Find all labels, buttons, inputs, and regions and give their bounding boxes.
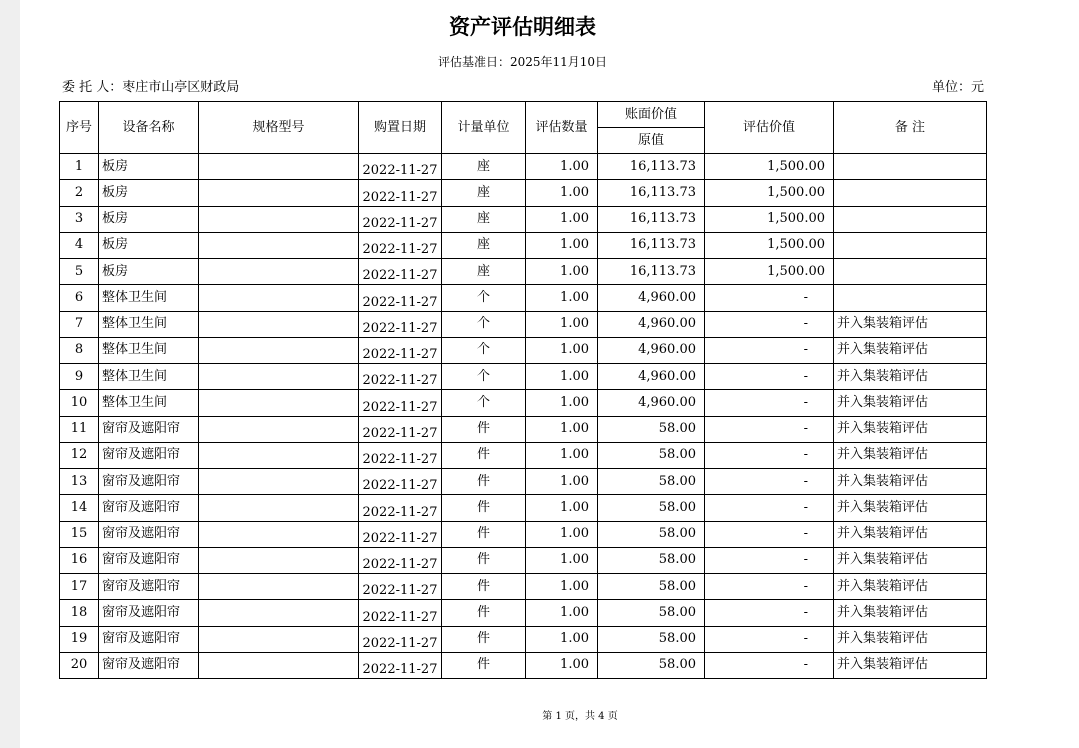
cell-appraised-value: - [705, 442, 834, 468]
cell-seq: 6 [60, 285, 99, 311]
table-row [60, 259, 987, 285]
cell-unit: 件 [442, 416, 526, 442]
cell-appraised-value: - [705, 285, 834, 311]
cell-spec [199, 232, 359, 258]
cell-seq: 20 [60, 652, 99, 678]
cell-purchase-date: 2022-11-27 [359, 285, 442, 311]
cell-original-value: 58.00 [598, 521, 705, 547]
cell-original-value: 58.00 [598, 442, 705, 468]
cell-remark: 并入集装箱评估 [834, 521, 987, 547]
table-row [60, 232, 987, 258]
cell-purchase-date: 2022-11-27 [359, 364, 442, 390]
cell-seq: 1 [60, 154, 99, 180]
cell-spec [199, 180, 359, 206]
cell-unit: 件 [442, 495, 526, 521]
cell-seq: 18 [60, 600, 99, 626]
cell-unit: 座 [442, 180, 526, 206]
cell-spec [199, 416, 359, 442]
cell-seq: 5 [60, 259, 99, 285]
cell-unit: 件 [442, 521, 526, 547]
cell-original-value: 16,113.73 [598, 232, 705, 258]
cell-remark [834, 232, 987, 258]
cell-quantity: 1.00 [526, 442, 598, 468]
cell-appraised-value: - [705, 416, 834, 442]
table-row [60, 600, 987, 626]
cell-unit: 个 [442, 364, 526, 390]
cell-spec [199, 442, 359, 468]
header-row-top [60, 102, 987, 128]
table-row [60, 521, 987, 547]
table-row [60, 390, 987, 416]
client-line [62, 80, 239, 96]
cell-equipment-name: 窗帘及遮阳帘 [99, 547, 199, 573]
cell-remark: 并入集装箱评估 [834, 600, 987, 626]
cell-remark: 并入集装箱评估 [834, 626, 987, 652]
table-row [60, 547, 987, 573]
cell-spec [199, 337, 359, 363]
cell-spec [199, 285, 359, 311]
header-purchase-date: 购置日期 [359, 102, 442, 154]
cell-equipment-name: 窗帘及遮阳帘 [99, 626, 199, 652]
cell-remark: 并入集装箱评估 [834, 416, 987, 442]
cell-purchase-date: 2022-11-27 [359, 180, 442, 206]
cell-remark: 并入集装箱评估 [834, 495, 987, 521]
cell-remark: 并入集装箱评估 [834, 311, 987, 337]
cell-appraised-value: 1,500.00 [705, 180, 834, 206]
cell-quantity: 1.00 [526, 285, 598, 311]
cell-purchase-date: 2022-11-27 [359, 416, 442, 442]
cell-original-value: 4,960.00 [598, 337, 705, 363]
table-row [60, 442, 987, 468]
cell-spec [199, 521, 359, 547]
table-row [60, 652, 987, 678]
cell-spec [199, 652, 359, 678]
cell-original-value: 58.00 [598, 574, 705, 600]
cell-unit: 座 [442, 259, 526, 285]
table-row [60, 416, 987, 442]
table-header [60, 102, 987, 154]
header-equipment-name: 设备名称 [99, 102, 199, 154]
cell-seq: 4 [60, 232, 99, 258]
cell-purchase-date: 2022-11-27 [359, 259, 442, 285]
cell-spec [199, 547, 359, 573]
cell-seq: 9 [60, 364, 99, 390]
cell-seq: 14 [60, 495, 99, 521]
header-book-value: 账面价值 [598, 102, 705, 128]
cell-unit: 件 [442, 600, 526, 626]
unit-value: 元 [970, 80, 984, 95]
cell-equipment-name: 板房 [99, 180, 199, 206]
header-appraised-value: 评估价值 [705, 102, 834, 154]
cell-remark: 并入集装箱评估 [834, 364, 987, 390]
cell-spec [199, 311, 359, 337]
cell-quantity: 1.00 [526, 574, 598, 600]
cell-spec [199, 364, 359, 390]
cell-appraised-value: - [705, 574, 834, 600]
cell-quantity: 1.00 [526, 600, 598, 626]
header-quantity: 评估数量 [526, 102, 598, 154]
cell-unit: 件 [442, 652, 526, 678]
cell-unit: 个 [442, 285, 526, 311]
cell-unit: 件 [442, 469, 526, 495]
table-row [60, 495, 987, 521]
cell-equipment-name: 窗帘及遮阳帘 [99, 574, 199, 600]
cell-spec [199, 154, 359, 180]
cell-purchase-date: 2022-11-27 [359, 442, 442, 468]
table-row [60, 364, 987, 390]
cell-equipment-name: 板房 [99, 232, 199, 258]
cell-original-value: 16,113.73 [598, 206, 705, 232]
cell-unit: 个 [442, 390, 526, 416]
header-original-value: 原值 [598, 128, 705, 154]
table-row [60, 469, 987, 495]
cell-remark [834, 154, 987, 180]
viewer-margin [0, 0, 20, 748]
cell-spec [199, 206, 359, 232]
cell-appraised-value: - [705, 626, 834, 652]
cell-spec [199, 469, 359, 495]
asset-detail-table [59, 101, 987, 679]
cell-quantity: 1.00 [526, 259, 598, 285]
cell-appraised-value: - [705, 311, 834, 337]
cell-purchase-date: 2022-11-27 [359, 469, 442, 495]
header-seq: 序号 [60, 102, 99, 154]
cell-quantity: 1.00 [526, 180, 598, 206]
cell-purchase-date: 2022-11-27 [359, 232, 442, 258]
table-row [60, 206, 987, 232]
cell-original-value: 58.00 [598, 495, 705, 521]
table-row [60, 154, 987, 180]
cell-unit: 座 [442, 154, 526, 180]
cell-original-value: 16,113.73 [598, 259, 705, 285]
cell-remark: 并入集装箱评估 [834, 469, 987, 495]
cell-quantity: 1.00 [526, 521, 598, 547]
cell-purchase-date: 2022-11-27 [359, 626, 442, 652]
table-row [60, 180, 987, 206]
cell-seq: 8 [60, 337, 99, 363]
client-label: 委 托 人： [62, 80, 123, 95]
cell-original-value: 58.00 [598, 469, 705, 495]
table-row [60, 337, 987, 363]
table-row [60, 285, 987, 311]
cell-remark [834, 259, 987, 285]
cell-original-value: 58.00 [598, 626, 705, 652]
cell-equipment-name: 窗帘及遮阳帘 [99, 442, 199, 468]
cell-seq: 17 [60, 574, 99, 600]
cell-spec [199, 390, 359, 416]
cell-equipment-name: 整体卫生间 [99, 364, 199, 390]
cell-remark: 并入集装箱评估 [834, 337, 987, 363]
cell-remark: 并入集装箱评估 [834, 574, 987, 600]
client-value: 枣庄市山亭区财政局 [122, 80, 240, 95]
cell-original-value: 4,960.00 [598, 311, 705, 337]
cell-seq: 7 [60, 311, 99, 337]
cell-equipment-name: 窗帘及遮阳帘 [99, 469, 199, 495]
cell-unit: 件 [442, 547, 526, 573]
cell-seq: 13 [60, 469, 99, 495]
cell-original-value: 16,113.73 [598, 154, 705, 180]
cell-unit: 件 [442, 442, 526, 468]
cell-quantity: 1.00 [526, 311, 598, 337]
cell-appraised-value: - [705, 547, 834, 573]
cell-equipment-name: 窗帘及遮阳帘 [99, 600, 199, 626]
cell-unit: 件 [442, 574, 526, 600]
cell-purchase-date: 2022-11-27 [359, 521, 442, 547]
unit-line [932, 80, 984, 96]
unit-label: 单位： [931, 80, 971, 95]
base-date-value: 2025年11月10日 [509, 55, 608, 69]
cell-original-value: 58.00 [598, 416, 705, 442]
cell-remark [834, 180, 987, 206]
cell-spec [199, 600, 359, 626]
cell-remark [834, 206, 987, 232]
cell-quantity: 1.00 [526, 626, 598, 652]
cell-purchase-date: 2022-11-27 [359, 337, 442, 363]
cell-purchase-date: 2022-11-27 [359, 600, 442, 626]
cell-spec [199, 259, 359, 285]
cell-equipment-name: 板房 [99, 206, 199, 232]
cell-seq: 11 [60, 416, 99, 442]
table-row [60, 574, 987, 600]
cell-remark: 并入集装箱评估 [834, 442, 987, 468]
cell-purchase-date: 2022-11-27 [359, 154, 442, 180]
base-date-line [59, 54, 986, 70]
cell-unit: 座 [442, 232, 526, 258]
cell-appraised-value: - [705, 364, 834, 390]
cell-quantity: 1.00 [526, 337, 598, 363]
cell-equipment-name: 整体卫生间 [99, 390, 199, 416]
table-row [60, 626, 987, 652]
cell-equipment-name: 窗帘及遮阳帘 [99, 652, 199, 678]
cell-equipment-name: 窗帘及遮阳帘 [99, 495, 199, 521]
cell-quantity: 1.00 [526, 206, 598, 232]
cell-seq: 19 [60, 626, 99, 652]
cell-seq: 10 [60, 390, 99, 416]
cell-equipment-name: 整体卫生间 [99, 285, 199, 311]
document-title: 资产评估明细表 [449, 14, 596, 39]
cell-unit: 件 [442, 626, 526, 652]
cell-appraised-value: - [705, 337, 834, 363]
cell-remark: 并入集装箱评估 [834, 547, 987, 573]
cell-seq: 16 [60, 547, 99, 573]
cell-original-value: 4,960.00 [598, 364, 705, 390]
cell-appraised-value: 1,500.00 [705, 206, 834, 232]
cell-quantity: 1.00 [526, 547, 598, 573]
cell-purchase-date: 2022-11-27 [359, 652, 442, 678]
cell-remark: 并入集装箱评估 [834, 390, 987, 416]
cell-remark: 并入集装箱评估 [834, 652, 987, 678]
cell-quantity: 1.00 [526, 154, 598, 180]
cell-spec [199, 495, 359, 521]
cell-equipment-name: 板房 [99, 154, 199, 180]
cell-quantity: 1.00 [526, 232, 598, 258]
cell-unit: 个 [442, 311, 526, 337]
cell-original-value: 16,113.73 [598, 180, 705, 206]
table-body [60, 154, 987, 679]
cell-original-value: 58.00 [598, 600, 705, 626]
cell-appraised-value: - [705, 600, 834, 626]
cell-original-value: 58.00 [598, 547, 705, 573]
cell-equipment-name: 窗帘及遮阳帘 [99, 416, 199, 442]
table-row [60, 311, 987, 337]
cell-original-value: 4,960.00 [598, 285, 705, 311]
cell-quantity: 1.00 [526, 469, 598, 495]
cell-equipment-name: 窗帘及遮阳帘 [99, 521, 199, 547]
header-remark: 备 注 [834, 102, 987, 154]
cell-appraised-value: - [705, 521, 834, 547]
cell-spec [199, 626, 359, 652]
cell-seq: 2 [60, 180, 99, 206]
cell-quantity: 1.00 [526, 364, 598, 390]
cell-purchase-date: 2022-11-27 [359, 206, 442, 232]
cell-quantity: 1.00 [526, 652, 598, 678]
cell-appraised-value: - [705, 469, 834, 495]
cell-seq: 12 [60, 442, 99, 468]
cell-quantity: 1.00 [526, 390, 598, 416]
cell-quantity: 1.00 [526, 495, 598, 521]
cell-spec [199, 574, 359, 600]
cell-unit: 个 [442, 337, 526, 363]
header-unit: 计量单位 [442, 102, 526, 154]
header-spec: 规格型号 [199, 102, 359, 154]
cell-appraised-value: 1,500.00 [705, 154, 834, 180]
cell-remark [834, 285, 987, 311]
cell-equipment-name: 整体卫生间 [99, 337, 199, 363]
cell-equipment-name: 整体卫生间 [99, 311, 199, 337]
cell-purchase-date: 2022-11-27 [359, 495, 442, 521]
cell-equipment-name: 板房 [99, 259, 199, 285]
cell-purchase-date: 2022-11-27 [359, 547, 442, 573]
cell-appraised-value: 1,500.00 [705, 232, 834, 258]
cell-quantity: 1.00 [526, 416, 598, 442]
cell-appraised-value: - [705, 390, 834, 416]
page-footer: 第 1 页，共 4 页 [542, 711, 618, 722]
cell-appraised-value: - [705, 495, 834, 521]
cell-original-value: 58.00 [598, 652, 705, 678]
cell-purchase-date: 2022-11-27 [359, 574, 442, 600]
cell-appraised-value: - [705, 652, 834, 678]
cell-unit: 座 [442, 206, 526, 232]
cell-purchase-date: 2022-11-27 [359, 311, 442, 337]
base-date-label: 评估基准日： [437, 55, 510, 69]
cell-seq: 3 [60, 206, 99, 232]
cell-purchase-date: 2022-11-27 [359, 390, 442, 416]
cell-appraised-value: 1,500.00 [705, 259, 834, 285]
cell-original-value: 4,960.00 [598, 390, 705, 416]
cell-seq: 15 [60, 521, 99, 547]
